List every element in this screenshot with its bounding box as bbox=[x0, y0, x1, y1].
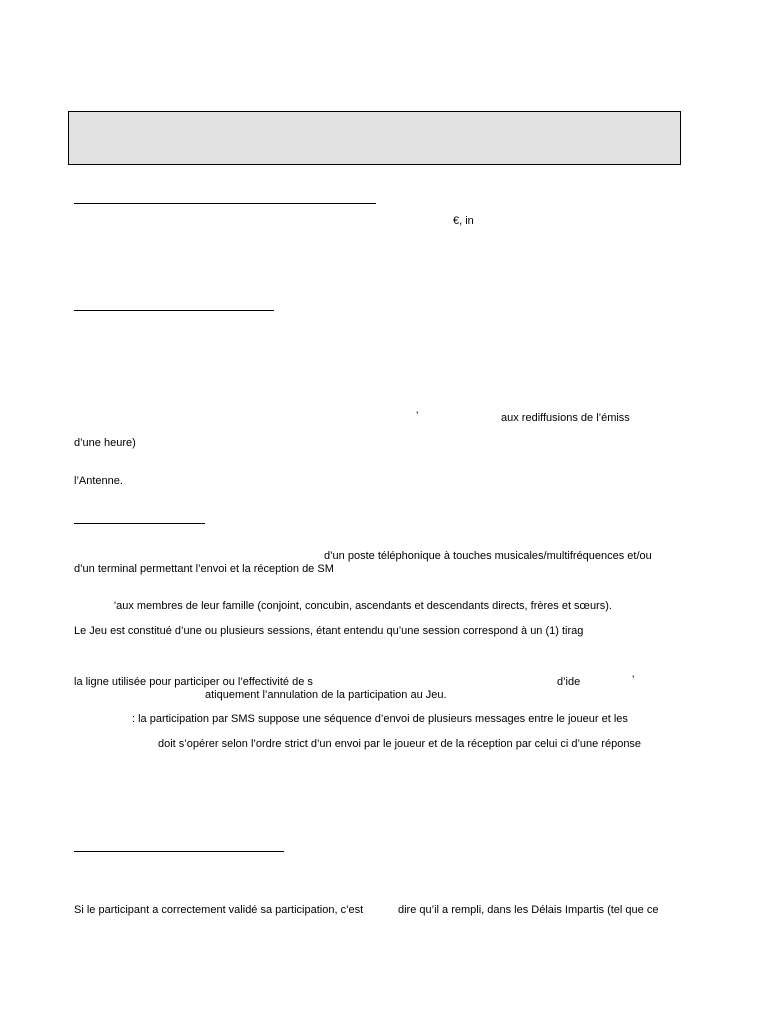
text-fragment: d’ide bbox=[557, 676, 581, 688]
text-fragment: d’un poste téléphonique à touches musicales/multifréquences et/ou bbox=[324, 550, 652, 562]
text-fragment: atiquement l’annulation de la participation au Jeu. bbox=[205, 689, 447, 701]
text-fragment: d’un terminal permettant l’envoi et la réception de SM bbox=[74, 563, 334, 575]
text-fragment: doit s’opérer selon l’ordre strict d’un envoi par le joueur et de la réception par celui ci d’une réponse bbox=[158, 738, 642, 750]
text-fragment: 'aux membres de leur famille (conjoint, concubin, ascendants et descendants directs, frères et sœurs). bbox=[114, 600, 612, 612]
text-fragment: Le Jeu est constitué d’une ou plusieurs sessions, étant entendu qu’une session correspond à un (1) tirag bbox=[74, 625, 584, 637]
section-heading-rule-3 bbox=[74, 523, 205, 524]
text-fragment: dire qu’il a rempli, dans les Délais Impartis (tel que ce bbox=[398, 904, 659, 916]
text-fragment: €, in bbox=[453, 215, 474, 227]
text-fragment: la ligne utilisée pour participer ou l’effectivité de s bbox=[74, 676, 313, 688]
text-fragment: Si le participant a correctement validé sa participation, c’est bbox=[74, 904, 364, 916]
section-heading-rule-2 bbox=[74, 310, 274, 311]
header-box bbox=[68, 111, 681, 165]
section-heading-rule-1 bbox=[74, 203, 376, 204]
text-fragment: ’ bbox=[416, 410, 419, 422]
text-fragment: aux rediffusions de l’émiss bbox=[501, 412, 630, 424]
text-fragment: d’une heure) bbox=[74, 437, 136, 449]
text-fragment: : la participation par SMS suppose une séquence d’envoi de plusieurs messages entre le joueur et les bbox=[132, 713, 628, 725]
text-fragment: l’Antenne. bbox=[74, 475, 123, 487]
section-heading-rule-4 bbox=[74, 851, 284, 852]
text-fragment: ’ bbox=[632, 674, 635, 686]
